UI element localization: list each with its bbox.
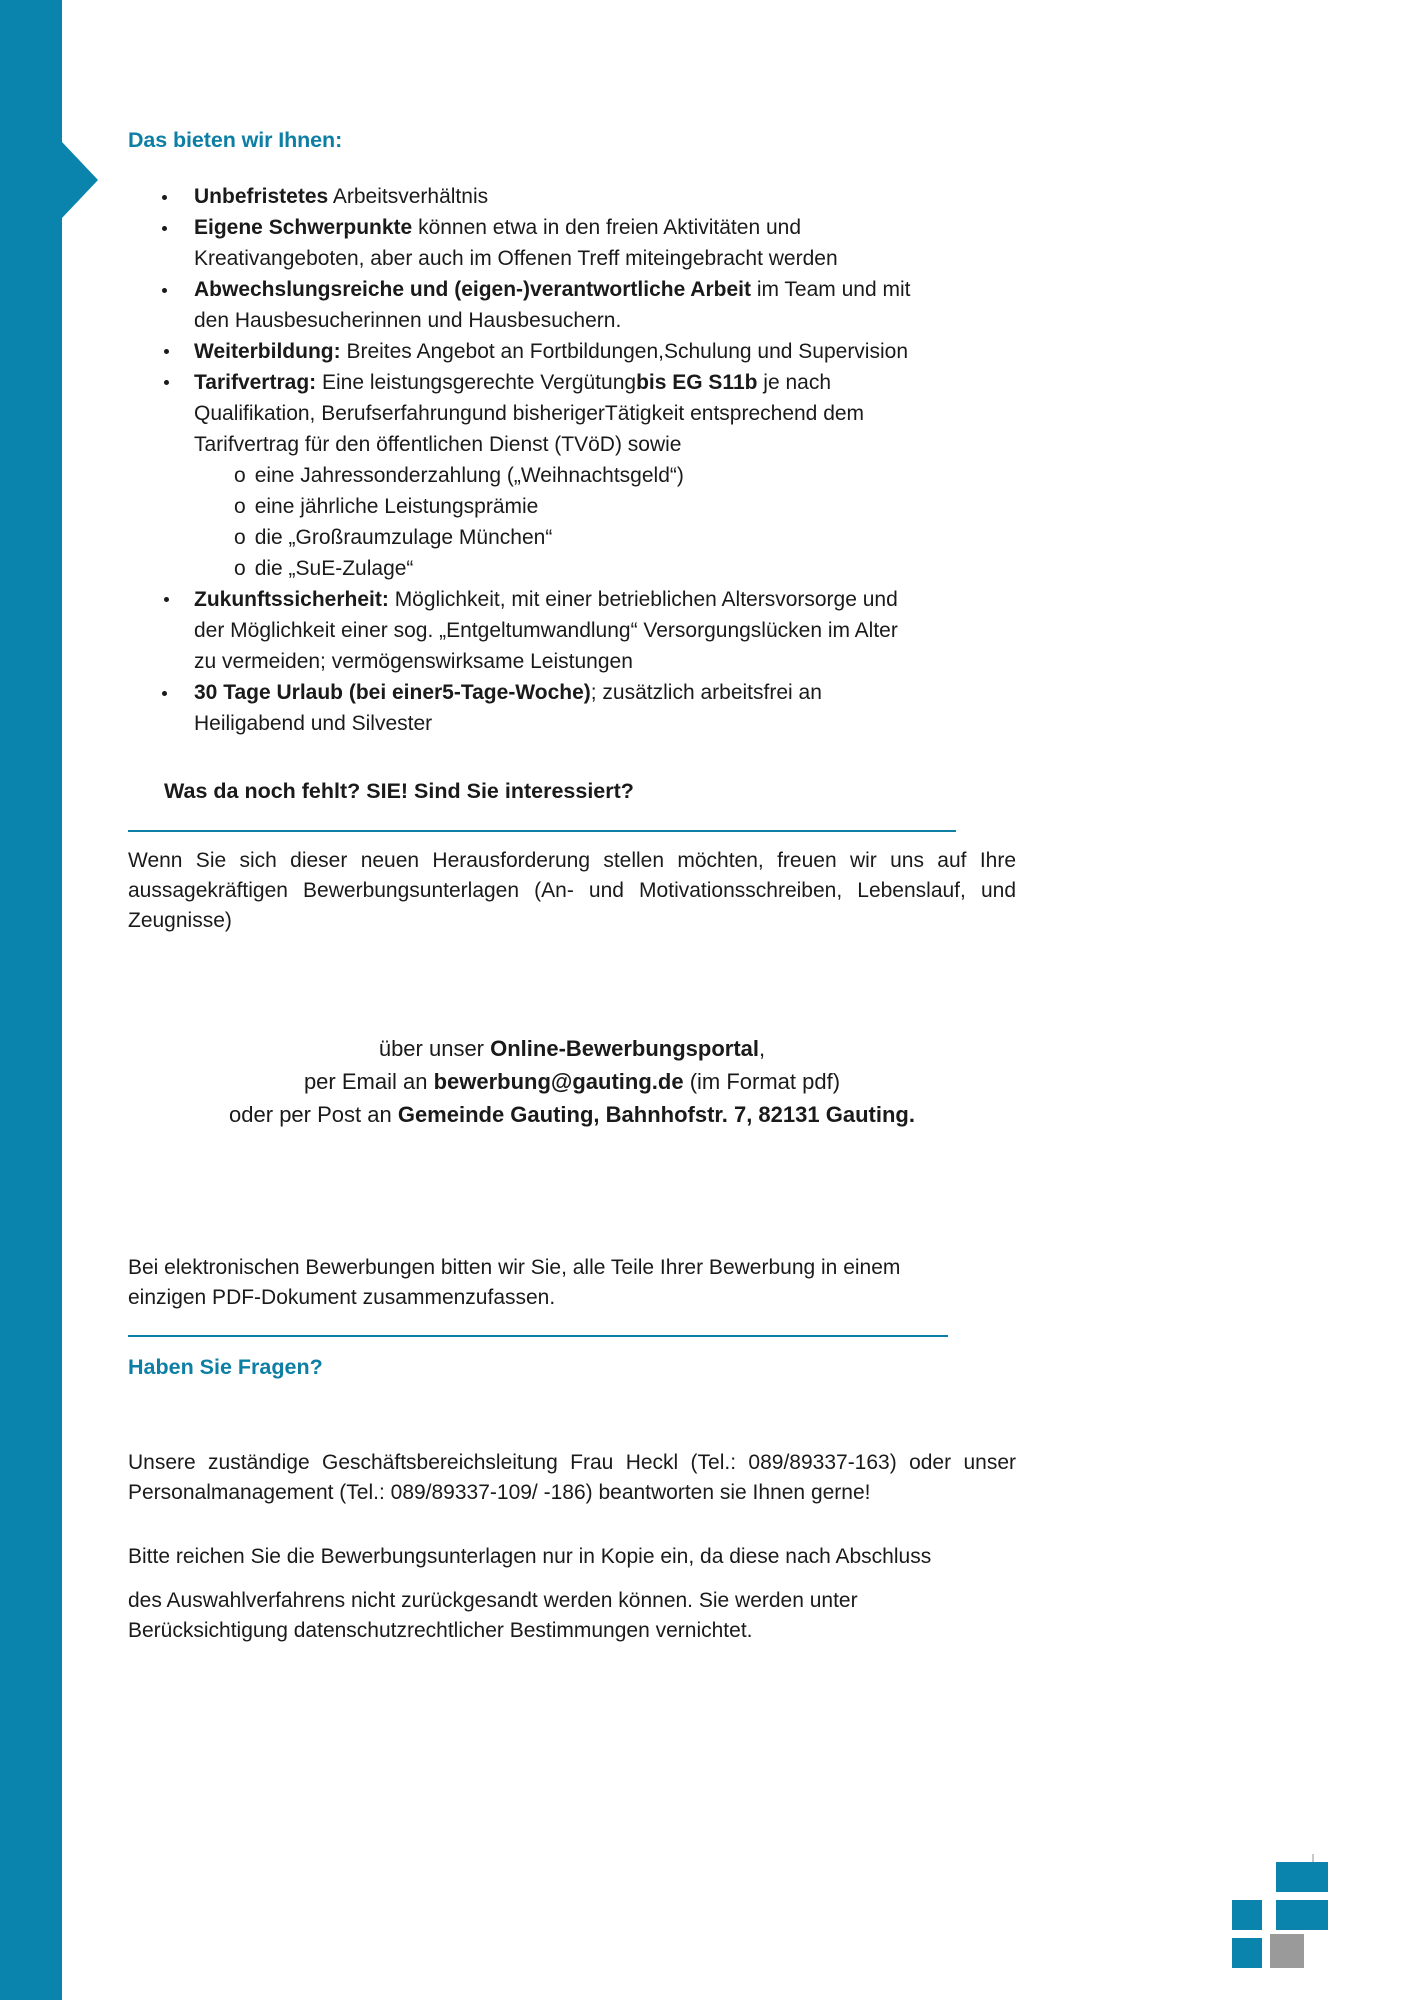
bullet-icon <box>162 691 167 696</box>
list-item-text: Eine leistungsgerechte Vergütung <box>316 371 637 394</box>
list-item-lead: Tarifvertrag: <box>194 371 317 394</box>
channel-email-prefix: per Email an <box>303 1069 434 1094</box>
sub-list-item-text: eine jährliche Leistungsprämie <box>254 495 539 518</box>
list-item-continuation: zu vermeiden; vermögenswirksame Leistungen <box>194 650 633 673</box>
list-item-lead-2: bis EG S11b <box>636 371 758 394</box>
list-item-continuation: Kreativangeboten, aber auch im Offenen Treff miteingebracht werden <box>194 247 838 270</box>
offer-list <box>128 181 1016 739</box>
logo-square-top-right <box>1276 1862 1328 1892</box>
bullet-icon <box>162 195 167 200</box>
bullet-icon <box>162 288 167 293</box>
list-item-lead: Unbefristetes <box>194 185 329 208</box>
sub-list-item <box>234 460 1016 491</box>
sub-list-item-text: die „Großraumzulage München“ <box>254 526 553 549</box>
list-item <box>128 212 1016 274</box>
channel-email-suffix: (im Format pdf) <box>683 1069 841 1094</box>
channel-post-prefix: oder per Post an <box>229 1102 398 1127</box>
questions-paragraph: Unsere zuständige Geschäftsbereichsleitung Frau Heckl (Tel.: 089/89337-163) oder unser Personalmanagement (Tel.: 089/89337-109/ -186) beantworten sie Ihnen gerne! <box>128 1451 1016 1504</box>
pdf-note-line-1: Bei elektronischen Bewerbungen bitten wir Sie, alle Teile Ihrer Bewerbung in einem <box>128 1256 901 1279</box>
logo-square-mid-right <box>1276 1900 1328 1930</box>
page-title: Das bieten wir Ihnen: <box>128 128 343 152</box>
sub-list-item <box>234 553 1016 584</box>
copies-note <box>128 1542 1016 1646</box>
copies-note-line-2: des Auswahlverfahrens nicht zurückgesandt werden können. Sie werden unter <box>128 1589 858 1612</box>
sub-list-item <box>234 491 1016 522</box>
sub-bullet-marker: o <box>234 464 246 487</box>
sub-bullet-marker: o <box>234 526 246 549</box>
list-item-lead: Eigene Schwerpunkte <box>194 216 413 239</box>
logo-square-mid-left <box>1232 1900 1262 1930</box>
postal-address: Gemeinde Gauting, Bahnhofstr. 7, 82131 Gauting. <box>397 1102 915 1127</box>
list-item-text: im Team und mit <box>750 278 911 301</box>
right-arrow-icon <box>62 142 98 218</box>
list-item-lead: Weiterbildung: <box>194 340 341 363</box>
list-item-continuation: der Möglichkeit einer sog. „Entgeltumwandlung“ Versorgungslücken im Alter <box>194 619 898 642</box>
logo-square-bottom-left <box>1232 1938 1262 1968</box>
cta-headline: Was da noch fehlt? SIE! Sind Sie interessiert? <box>164 779 634 803</box>
sub-bullet-marker: o <box>234 495 246 518</box>
list-item-text: Breites Angebot an Fortbildungen,Schulung und Supervision <box>340 340 908 363</box>
channel-post-line <box>128 1098 1016 1131</box>
sub-list-item-text: die „SuE-Zulage“ <box>254 557 414 580</box>
list-item-continuation: Heiligabend und Silvester <box>194 712 433 735</box>
list-item-text: können etwa in den freien Aktivitäten und <box>412 216 802 239</box>
list-item <box>128 274 1016 336</box>
sub-list <box>194 460 1016 584</box>
list-item-continuation: Qualifikation, Berufserfahrungund bisherigerTätigkeit entsprechend dem <box>194 402 865 425</box>
logo-square-bottom-gray <box>1270 1934 1304 1968</box>
list-item <box>128 367 1016 584</box>
document-content <box>128 128 1016 1646</box>
list-item-continuation: den Hausbesucherinnen und Hausbesuchern. <box>194 309 622 332</box>
list-item-lead: Zukunftssicherheit: <box>194 588 389 611</box>
bullet-icon <box>164 380 169 385</box>
sub-bullet-marker: o <box>234 557 246 580</box>
list-item-text: Möglichkeit, mit einer betrieblichen Altersvorsorge und <box>388 588 898 611</box>
pdf-note <box>128 1253 1016 1313</box>
pdf-note-line-2: einzigen PDF-Dokument zusammenzufassen. <box>128 1286 556 1309</box>
list-item <box>128 336 1016 367</box>
list-item <box>128 181 1016 212</box>
list-item-text-2: je nach <box>757 371 832 394</box>
list-item-text: Arbeitsverhältnis <box>328 185 489 208</box>
channel-portal-prefix: über unser <box>378 1036 491 1061</box>
bullet-icon <box>164 349 169 354</box>
divider-questions <box>128 1335 948 1337</box>
list-item <box>128 677 1016 739</box>
channel-portal-line <box>128 1032 1016 1065</box>
list-item-continuation: Tarifvertrag für den öffentlichen Dienst (TVöD) sowie <box>194 433 682 456</box>
divider-top <box>128 830 956 832</box>
copies-note-line-1: Bitte reichen Sie die Bewerbungsunterlagen nur in Kopie ein, da diese nach Abschluss <box>128 1545 932 1568</box>
list-item-text: ; zusätzlich arbeitsfrei an <box>590 681 822 704</box>
copies-note-line-3: Berücksichtigung datenschutzrechtlicher Bestimmungen vernichtet. <box>128 1619 753 1642</box>
bullet-icon <box>164 597 169 602</box>
list-item-lead: 30 Tage Urlaub (bei einer5-Tage-Woche) <box>194 681 591 704</box>
cta-paragraph: Wenn Sie sich dieser neuen Herausforderung stellen möchten, freuen wir uns auf Ihre aussagekräftigen Bewerbungsunterlagen (An- und Motivationsschreiben, Lebenslauf, und Zeugnisse) <box>128 849 1016 932</box>
channel-email-line <box>128 1065 1016 1098</box>
email-address-link[interactable]: bewerbung@gauting.de <box>433 1069 684 1094</box>
gemeinde-gauting-logo <box>1232 1862 1328 1958</box>
list-item-lead: Abwechslungsreiche und (eigen-)verantwortliche Arbeit <box>194 278 751 301</box>
questions-title: Haben Sie Fragen? <box>128 1355 323 1379</box>
sub-list-item-text: eine Jahressonderzahlung („Weihnachtsgeld“) <box>254 464 684 487</box>
channel-portal-suffix: , <box>759 1036 766 1061</box>
online-portal-link[interactable]: Online-Bewerbungsportal <box>490 1036 760 1061</box>
application-channels <box>128 1032 1016 1131</box>
list-item <box>128 584 1016 677</box>
left-accent-band <box>0 0 62 2000</box>
sub-list-item <box>234 522 1016 553</box>
bullet-icon <box>162 226 167 231</box>
